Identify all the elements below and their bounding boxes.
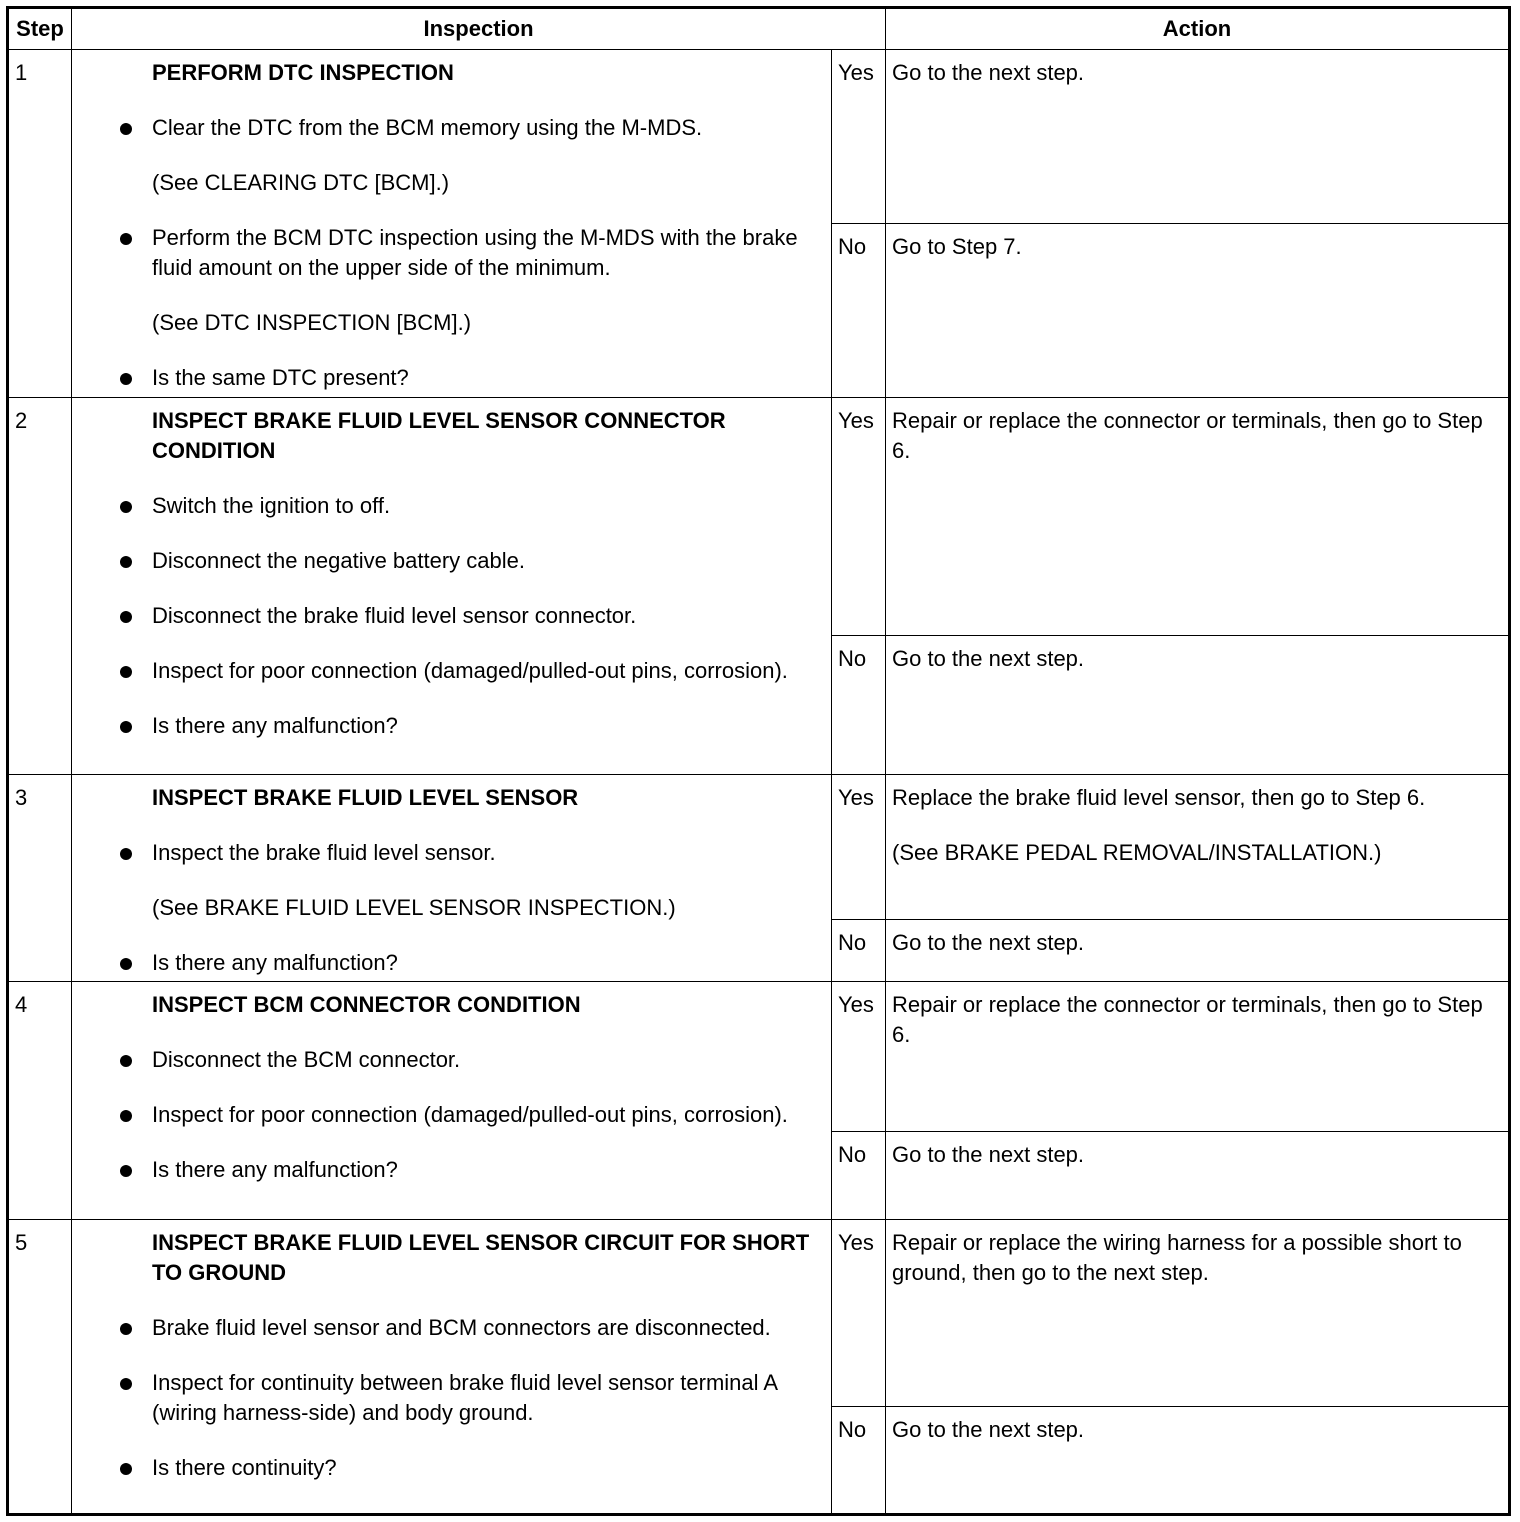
bullet-item: Inspect for continuity between brake fluid level sensor terminal A (wiring harness-side) and body ground. [72,1368,825,1428]
step-number: 5 [8,1220,72,1515]
step-title: INSPECT BRAKE FLUID LEVEL SENSOR [152,785,579,810]
reference-text: (See CLEARING DTC [BCM].) [152,170,450,195]
step-1-inspection [72,50,832,398]
header-row [8,8,1510,50]
no-label: No [832,920,886,982]
bullet-icon [120,611,132,623]
step-number: 4 [8,982,72,1220]
step-2-yes-row [8,398,1510,636]
diagnostic-table [6,6,1511,1516]
bullet-item: Perform the BCM DTC inspection using the M-MDS with the brake fluid amount on the upper side of the minimum. [72,223,825,283]
bullet-item: Is the same DTC present? [72,363,825,393]
bullet-item: Clear the DTC from the BCM memory using the M-MDS. [72,113,825,143]
bullet-icon [120,958,132,970]
no-action: Go to the next step. [886,1407,1510,1515]
step-3-inspection [72,775,832,982]
bullet-icon [120,1055,132,1067]
bullet-item: Disconnect the negative battery cable. [72,546,825,576]
bullet-icon [120,373,132,385]
yes-action [886,775,1510,920]
bullet-item: Switch the ignition to off. [72,491,825,521]
yes-action: Go to the next step. [886,50,1510,224]
bullet-icon [120,556,132,568]
step-5-inspection [72,1220,832,1515]
yes-action: Repair or replace the connector or terminals, then go to Step 6. [886,398,1510,636]
yes-label: Yes [832,982,886,1132]
yes-label: Yes [832,50,886,224]
no-action: Go to the next step. [886,920,1510,982]
bullet-item: Is there continuity? [72,1453,825,1483]
no-label: No [832,1132,886,1220]
bullet-icon [120,1323,132,1335]
no-label: No [832,636,886,775]
yes-action-reference: (See BRAKE PEDAL REMOVAL/INSTALLATION.) [892,840,1382,865]
step-4-inspection [72,982,832,1220]
bullet-icon [120,721,132,733]
step-title: INSPECT BCM CONNECTOR CONDITION [152,992,581,1017]
bullet-icon [120,1110,132,1122]
bullet-icon [120,1463,132,1475]
bullet-item: Disconnect the brake fluid level sensor connector. [72,601,825,631]
yes-label: Yes [832,775,886,920]
step-title: PERFORM DTC INSPECTION [152,60,454,85]
bullet-icon [120,1378,132,1390]
yes-label: Yes [832,1220,886,1407]
bullet-item: Disconnect the BCM connector. [72,1045,825,1075]
step-2-inspection [72,398,832,775]
bullet-icon [120,848,132,860]
yes-action: Repair or replace the connector or terminals, then go to Step 6. [886,982,1510,1132]
yes-label: Yes [832,398,886,636]
yes-action-text: Replace the brake fluid level sensor, then go to Step 6. [892,785,1426,810]
reference-text: (See BRAKE FLUID LEVEL SENSOR INSPECTION.) [152,895,676,920]
step-number: 2 [8,398,72,775]
step-4-yes-row [8,982,1510,1132]
step-title: INSPECT BRAKE FLUID LEVEL SENSOR CIRCUIT FOR SHORT TO GROUND [152,1230,810,1285]
header-step: Step [8,8,72,50]
bullet-icon [120,1165,132,1177]
step-title: INSPECT BRAKE FLUID LEVEL SENSOR CONNECTOR CONDITION [152,408,726,463]
no-label: No [832,224,886,398]
bullet-item: Inspect the brake fluid level sensor. [72,838,825,868]
no-action: Go to the next step. [886,636,1510,775]
step-number: 3 [8,775,72,982]
bullet-icon [120,501,132,513]
bullet-item: Is there any malfunction? [72,948,825,978]
no-action: Go to the next step. [886,1132,1510,1220]
step-1-yes-row [8,50,1510,224]
no-action: Go to Step 7. [886,224,1510,398]
bullet-item: Inspect for poor connection (damaged/pulled-out pins, corrosion). [72,1100,825,1130]
bullet-item: Inspect for poor connection (damaged/pulled-out pins, corrosion). [72,656,825,686]
bullet-item: Brake fluid level sensor and BCM connectors are disconnected. [72,1313,825,1343]
bullet-icon [120,666,132,678]
header-inspection: Inspection [72,8,886,50]
step-5-yes-row [8,1220,1510,1407]
reference-text: (See DTC INSPECTION [BCM].) [152,310,472,335]
step-3-yes-row [8,775,1510,920]
bullet-icon [120,233,132,245]
yes-action: Repair or replace the wiring harness for a possible short to ground, then go to the next step. [886,1220,1510,1407]
header-action: Action [886,8,1510,50]
bullet-item: Is there any malfunction? [72,1155,825,1185]
bullet-item: Is there any malfunction? [72,711,825,741]
step-number: 1 [8,50,72,398]
no-label: No [832,1407,886,1515]
bullet-icon [120,123,132,135]
